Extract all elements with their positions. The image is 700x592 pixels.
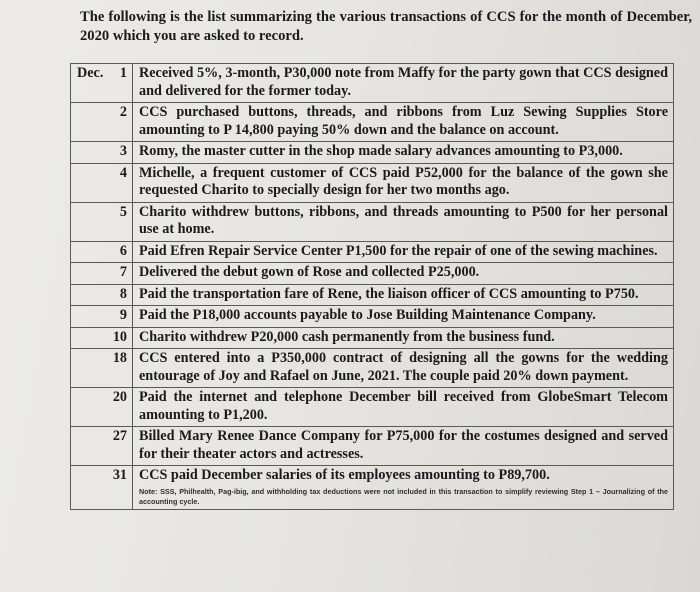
footnote: Note: SSS, Philhealth, Pag-ibig, and withholding tax deductions were not included in this transaction to simplify reviewing Step 1 – Journalizing of the accounting cycle. (139, 486, 668, 506)
table-row (71, 263, 674, 285)
month-label: Dec. (77, 65, 104, 81)
day-label: 8 (119, 285, 127, 302)
transaction-description: Billed Mary Renee Dance Company for P75,000 for the costumes designed and served for their theater actors and actresses. (133, 427, 674, 466)
table-row (71, 284, 674, 306)
transaction-description: Received 5%, 3-month, P30,000 note from Maffy for the party gown that CCS designed and delivered for the former today. (133, 64, 674, 103)
intro-paragraph: The following is the list summarizing the various transactions of CCS for the month of December, 2020 which you are asked to record. (80, 9, 692, 44)
transaction-description: Charito withdrew buttons, ribbons, and threads amounting to P500 for her personal use at home. (133, 202, 674, 241)
table-row (71, 427, 674, 466)
day-label: 9 (119, 307, 127, 323)
day-label: 20 (112, 389, 127, 405)
day-label: 18 (112, 350, 127, 366)
transaction-description: Paid the transportation fare of Rene, the liaison officer of CCS amounting to P750. (133, 284, 674, 306)
transactions-table (70, 63, 674, 510)
day-label: 7 (119, 264, 127, 280)
transaction-description: CCS entered into a P350,000 contract of designing all the gowns for the wedding entourage of Joy and Rafael on June, 2021. The couple paid 20% down payment. (133, 349, 674, 388)
transaction-description: Romy, the master cutter in the shop made salary advances amounting to P3,000. (133, 142, 674, 164)
table-row (71, 142, 674, 164)
table-row (71, 202, 674, 241)
date-cell (71, 327, 133, 349)
date-cell (71, 306, 133, 328)
date-cell (71, 349, 133, 388)
day-label: 4 (119, 164, 127, 181)
table-row (71, 466, 674, 510)
date-cell (71, 284, 133, 306)
table-row (71, 241, 674, 263)
transaction-cell (133, 466, 674, 510)
date-cell (71, 103, 133, 142)
date-cell (71, 202, 133, 241)
table-row (71, 306, 674, 328)
date-cell (71, 241, 133, 263)
day-label: 2 (119, 104, 127, 120)
transaction-description: CCS purchased buttons, threads, and ribbons from Luz Sewing Supplies Store amounting to P 14,800 paying 50% down and the balance on account. (133, 103, 674, 142)
date-cell (71, 64, 133, 103)
table-row (71, 103, 674, 142)
day-label: 27 (112, 428, 127, 444)
day-label: 5 (119, 203, 127, 220)
date-cell (71, 163, 133, 202)
transaction-description: Michelle, a frequent customer of CCS paid P52,000 for the balance of the gown she requested Charito to specially design for her two months ago. (133, 163, 674, 202)
table-row (71, 388, 674, 427)
date-cell (71, 466, 133, 510)
date-cell (71, 427, 133, 466)
day-label: 3 (119, 143, 127, 159)
table-row (71, 327, 674, 349)
transaction-description: Delivered the debut gown of Rose and collected P25,000. (133, 263, 674, 285)
table-row (71, 163, 674, 202)
day-label: 1 (119, 65, 127, 81)
date-cell (71, 142, 133, 164)
day-label: 31 (112, 467, 127, 483)
transaction-description: CCS paid December salaries of its employees amounting to P89,700. (139, 467, 550, 483)
transaction-description: Paid the P18,000 accounts payable to Jose Building Maintenance Company. (133, 306, 674, 328)
transaction-description: Paid the internet and telephone December bill received from GlobeSmart Telecom amounting to P1,200. (133, 388, 674, 427)
transaction-description: Charito withdrew P20,000 cash permanently from the business fund. (133, 327, 674, 349)
table-row (71, 64, 674, 103)
date-cell (71, 388, 133, 427)
transaction-description: Paid Efren Repair Service Center P1,500 for the repair of one of the sewing machines. (133, 241, 674, 263)
date-cell (71, 263, 133, 285)
table-row (71, 349, 674, 388)
day-label: 6 (119, 242, 127, 259)
day-label: 10 (112, 328, 127, 345)
